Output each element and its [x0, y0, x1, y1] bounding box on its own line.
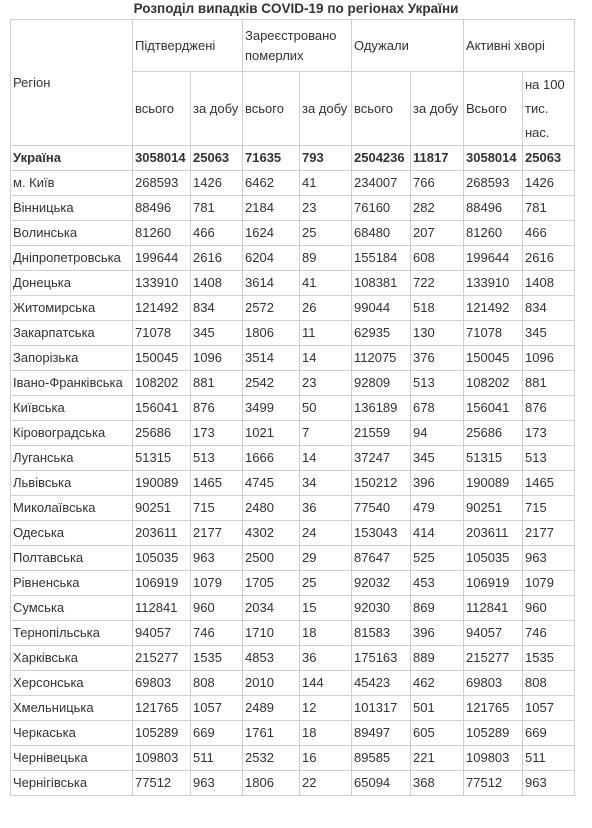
cell-region: Київська [11, 396, 133, 421]
cell-d-total: 2010 [243, 671, 300, 696]
header-region: Регіон [11, 20, 133, 146]
cell-d-day: 793 [300, 146, 352, 171]
cell-r-total: 92030 [352, 596, 411, 621]
cell-d-day: 15 [300, 596, 352, 621]
cell-d-total: 2542 [243, 371, 300, 396]
cell-c-total: 3058014 [133, 146, 191, 171]
cell-c-total: 215277 [133, 646, 191, 671]
cell-d-total: 4745 [243, 471, 300, 496]
cell-r-day: 479 [411, 496, 464, 521]
cell-r-total: 87647 [352, 546, 411, 571]
cell-c-day: 746 [191, 621, 243, 646]
cell-r-day: 513 [411, 371, 464, 396]
cell-d-total: 71635 [243, 146, 300, 171]
table-row [11, 446, 575, 471]
cell-c-day: 781 [191, 196, 243, 221]
table-row [11, 646, 575, 671]
cell-c-total: 112841 [133, 596, 191, 621]
cell-c-total: 150045 [133, 346, 191, 371]
cell-region: Волинська [11, 221, 133, 246]
cell-region: Луганська [11, 446, 133, 471]
table-row [11, 171, 575, 196]
cell-d-day: 34 [300, 471, 352, 496]
cell-d-day: 18 [300, 721, 352, 746]
cell-c-day: 2616 [191, 246, 243, 271]
cell-d-day: 41 [300, 171, 352, 196]
cell-a-total: 121765 [464, 696, 523, 721]
cell-c-day: 1408 [191, 271, 243, 296]
cell-a-total: 108202 [464, 371, 523, 396]
cell-a-100k: 715 [523, 496, 575, 521]
table-row [11, 696, 575, 721]
cell-r-day: 345 [411, 446, 464, 471]
cell-d-day: 14 [300, 346, 352, 371]
cell-a-100k: 1096 [523, 346, 575, 371]
cell-region: Запорізька [11, 346, 133, 371]
cell-c-total: 77512 [133, 771, 191, 796]
cell-c-day: 345 [191, 321, 243, 346]
cell-a-total: 106919 [464, 571, 523, 596]
cell-region: Івано-Франківська [11, 371, 133, 396]
header-recovered: Одужали [352, 20, 464, 72]
cell-c-total: 69803 [133, 671, 191, 696]
cell-region: Закарпатська [11, 321, 133, 346]
cell-d-total: 2572 [243, 296, 300, 321]
table-row [11, 496, 575, 521]
cell-r-total: 101317 [352, 696, 411, 721]
cell-d-day: 11 [300, 321, 352, 346]
cell-d-total: 2480 [243, 496, 300, 521]
cell-r-total: 92032 [352, 571, 411, 596]
cell-c-total: 51315 [133, 446, 191, 471]
cell-d-total: 2184 [243, 196, 300, 221]
cell-c-total: 190089 [133, 471, 191, 496]
cell-c-total: 88496 [133, 196, 191, 221]
cell-c-day: 960 [191, 596, 243, 621]
cell-region: Вінницька [11, 196, 133, 221]
cell-c-total: 81260 [133, 221, 191, 246]
cell-r-total: 37247 [352, 446, 411, 471]
cell-r-day: 396 [411, 621, 464, 646]
cell-r-total: 175163 [352, 646, 411, 671]
cell-r-day: 453 [411, 571, 464, 596]
cell-a-total: 105035 [464, 546, 523, 571]
cell-d-day: 23 [300, 196, 352, 221]
table-row [11, 721, 575, 746]
cell-d-total: 6462 [243, 171, 300, 196]
cell-c-total: 105289 [133, 721, 191, 746]
table-row [11, 296, 575, 321]
cell-region: Тернопільська [11, 621, 133, 646]
cell-region: Черкаська [11, 721, 133, 746]
cell-c-day: 963 [191, 771, 243, 796]
cell-a-100k: 808 [523, 671, 575, 696]
cell-d-day: 25 [300, 221, 352, 246]
cell-region: Чернівецька [11, 746, 133, 771]
table-row [11, 671, 575, 696]
cell-a-100k: 466 [523, 221, 575, 246]
cell-c-day: 876 [191, 396, 243, 421]
header-confirmed: Підтверджені [133, 20, 243, 72]
table-row [11, 521, 575, 546]
cell-d-total: 1806 [243, 771, 300, 796]
cell-d-total: 4302 [243, 521, 300, 546]
cell-a-total: 77512 [464, 771, 523, 796]
cell-r-day: 94 [411, 421, 464, 446]
cell-d-total: 3499 [243, 396, 300, 421]
table-row [11, 596, 575, 621]
cell-c-total: 109803 [133, 746, 191, 771]
cell-c-day: 466 [191, 221, 243, 246]
table-row [11, 221, 575, 246]
table-row [11, 771, 575, 796]
cell-c-day: 1535 [191, 646, 243, 671]
table-row [11, 346, 575, 371]
cell-r-total: 62935 [352, 321, 411, 346]
cell-a-total: 81260 [464, 221, 523, 246]
cell-c-day: 834 [191, 296, 243, 321]
cell-region: м. Київ [11, 171, 133, 196]
table-row [11, 371, 575, 396]
table-row [11, 421, 575, 446]
cell-r-day: 766 [411, 171, 464, 196]
cell-a-total: 190089 [464, 471, 523, 496]
cell-r-total: 89585 [352, 746, 411, 771]
cell-c-day: 1079 [191, 571, 243, 596]
cell-r-total: 45423 [352, 671, 411, 696]
cell-r-day: 462 [411, 671, 464, 696]
cell-a-100k: 881 [523, 371, 575, 396]
cell-a-100k: 1057 [523, 696, 575, 721]
cell-d-day: 36 [300, 646, 352, 671]
cell-r-day: 376 [411, 346, 464, 371]
cell-d-day: 29 [300, 546, 352, 571]
table-row [11, 246, 575, 271]
cell-r-day: 605 [411, 721, 464, 746]
cell-a-total: 3058014 [464, 146, 523, 171]
cell-d-total: 2532 [243, 746, 300, 771]
cell-region: Хмельницька [11, 696, 133, 721]
cell-region: Миколаївська [11, 496, 133, 521]
cell-r-total: 153043 [352, 521, 411, 546]
cell-region: Україна [11, 146, 133, 171]
cell-r-day: 11817 [411, 146, 464, 171]
cell-r-total: 136189 [352, 396, 411, 421]
cell-a-100k: 173 [523, 421, 575, 446]
table-row [11, 321, 575, 346]
cell-r-day: 722 [411, 271, 464, 296]
cell-r-total: 68480 [352, 221, 411, 246]
cell-a-100k: 25063 [523, 146, 575, 171]
cell-c-day: 669 [191, 721, 243, 746]
cell-region: Херсонська [11, 671, 133, 696]
cell-a-100k: 1465 [523, 471, 575, 496]
cell-r-total: 2504236 [352, 146, 411, 171]
cell-r-day: 518 [411, 296, 464, 321]
cell-a-100k: 345 [523, 321, 575, 346]
cell-a-100k: 1079 [523, 571, 575, 596]
cell-c-day: 1057 [191, 696, 243, 721]
cell-a-100k: 746 [523, 621, 575, 646]
cell-r-day: 221 [411, 746, 464, 771]
cell-c-day: 173 [191, 421, 243, 446]
header-deaths-day: за добу [300, 72, 352, 146]
cell-c-day: 963 [191, 546, 243, 571]
cell-d-day: 23 [300, 371, 352, 396]
cell-region: Кіровоградська [11, 421, 133, 446]
cell-a-100k: 781 [523, 196, 575, 221]
cell-region: Одеська [11, 521, 133, 546]
cell-r-day: 678 [411, 396, 464, 421]
cell-d-day: 26 [300, 296, 352, 321]
cell-a-100k: 2177 [523, 521, 575, 546]
cell-r-day: 414 [411, 521, 464, 546]
cell-d-total: 2500 [243, 546, 300, 571]
cell-r-total: 99044 [352, 296, 411, 321]
cell-c-day: 1426 [191, 171, 243, 196]
cell-r-day: 368 [411, 771, 464, 796]
table-row [11, 396, 575, 421]
table-row [11, 196, 575, 221]
cell-d-total: 2034 [243, 596, 300, 621]
cell-a-100k: 513 [523, 446, 575, 471]
header-active-per100k: на 100 тис. нас. [523, 72, 575, 146]
cell-a-total: 105289 [464, 721, 523, 746]
cell-a-total: 88496 [464, 196, 523, 221]
cell-a-100k: 876 [523, 396, 575, 421]
cell-a-total: 199644 [464, 246, 523, 271]
cell-c-day: 881 [191, 371, 243, 396]
cell-a-100k: 1535 [523, 646, 575, 671]
cell-d-day: 12 [300, 696, 352, 721]
cell-c-total: 108202 [133, 371, 191, 396]
cell-d-day: 16 [300, 746, 352, 771]
cell-a-100k: 2616 [523, 246, 575, 271]
header-deaths: Зареєстровано померлих [243, 20, 352, 72]
cell-d-total: 1710 [243, 621, 300, 646]
cell-a-total: 69803 [464, 671, 523, 696]
cell-c-day: 1096 [191, 346, 243, 371]
cell-r-total: 89497 [352, 721, 411, 746]
cell-d-day: 22 [300, 771, 352, 796]
cell-r-total: 112075 [352, 346, 411, 371]
cell-region: Полтавська [11, 546, 133, 571]
cell-r-day: 207 [411, 221, 464, 246]
header-active-total: Всього [464, 72, 523, 146]
cell-d-total: 1666 [243, 446, 300, 471]
cell-c-day: 808 [191, 671, 243, 696]
cell-d-day: 24 [300, 521, 352, 546]
cell-c-total: 199644 [133, 246, 191, 271]
cell-a-100k: 960 [523, 596, 575, 621]
cell-a-100k: 511 [523, 746, 575, 771]
header-deaths-total: всього [243, 72, 300, 146]
cell-region: Чернігівська [11, 771, 133, 796]
cell-r-day: 282 [411, 196, 464, 221]
cell-c-day: 511 [191, 746, 243, 771]
cell-d-total: 1705 [243, 571, 300, 596]
cell-c-total: 121492 [133, 296, 191, 321]
cell-region: Сумська [11, 596, 133, 621]
header-confirmed-day: за добу [191, 72, 243, 146]
cell-a-total: 203611 [464, 521, 523, 546]
cell-a-total: 112841 [464, 596, 523, 621]
cell-a-total: 25686 [464, 421, 523, 446]
cell-c-total: 203611 [133, 521, 191, 546]
cell-c-day: 2177 [191, 521, 243, 546]
cell-region: Харківська [11, 646, 133, 671]
cell-a-100k: 1426 [523, 171, 575, 196]
cell-a-100k: 963 [523, 771, 575, 796]
cell-d-total: 1761 [243, 721, 300, 746]
cell-a-100k: 669 [523, 721, 575, 746]
cell-r-total: 77540 [352, 496, 411, 521]
cell-a-total: 150045 [464, 346, 523, 371]
cell-region: Донецька [11, 271, 133, 296]
cell-d-total: 3514 [243, 346, 300, 371]
cell-d-total: 1806 [243, 321, 300, 346]
table-row [11, 746, 575, 771]
cell-a-total: 51315 [464, 446, 523, 471]
cell-r-total: 81583 [352, 621, 411, 646]
cell-a-total: 90251 [464, 496, 523, 521]
cell-r-day: 869 [411, 596, 464, 621]
header-recovered-total: всього [352, 72, 411, 146]
cell-d-day: 25 [300, 571, 352, 596]
cell-c-total: 71078 [133, 321, 191, 346]
cell-a-total: 215277 [464, 646, 523, 671]
header-active: Активні хворі [464, 20, 575, 72]
cell-a-total: 121492 [464, 296, 523, 321]
cell-r-day: 501 [411, 696, 464, 721]
cell-r-total: 234007 [352, 171, 411, 196]
cell-d-day: 89 [300, 246, 352, 271]
cell-c-day: 715 [191, 496, 243, 521]
cell-c-total: 25686 [133, 421, 191, 446]
table-row [11, 621, 575, 646]
cell-c-total: 133910 [133, 271, 191, 296]
cell-a-total: 94057 [464, 621, 523, 646]
cell-region: Львівська [11, 471, 133, 496]
cell-d-total: 1021 [243, 421, 300, 446]
cell-region: Дніпропетровська [11, 246, 133, 271]
cell-r-total: 150212 [352, 471, 411, 496]
cell-r-day: 889 [411, 646, 464, 671]
cell-a-total: 268593 [464, 171, 523, 196]
cell-c-total: 121765 [133, 696, 191, 721]
header-recovered-day: за добу [411, 72, 464, 146]
cell-c-total: 105035 [133, 546, 191, 571]
cell-d-total: 3614 [243, 271, 300, 296]
cell-c-day: 513 [191, 446, 243, 471]
cell-c-total: 268593 [133, 171, 191, 196]
cell-r-day: 396 [411, 471, 464, 496]
cell-r-total: 76160 [352, 196, 411, 221]
table-row [11, 471, 575, 496]
cell-d-total: 1624 [243, 221, 300, 246]
cell-c-total: 90251 [133, 496, 191, 521]
cell-r-day: 525 [411, 546, 464, 571]
table-row [11, 571, 575, 596]
cell-d-day: 14 [300, 446, 352, 471]
covid-regions-table [10, 19, 575, 796]
cell-a-100k: 963 [523, 546, 575, 571]
table-row [11, 546, 575, 571]
table-title: Розподіл випадків COVID-19 по регіонах України [133, 1, 459, 16]
header-row-groups [11, 20, 575, 72]
cell-a-100k: 834 [523, 296, 575, 321]
header-confirmed-total: всього [133, 72, 191, 146]
cell-r-day: 608 [411, 246, 464, 271]
cell-a-total: 109803 [464, 746, 523, 771]
cell-r-total: 21559 [352, 421, 411, 446]
cell-c-day: 1465 [191, 471, 243, 496]
table-row [11, 146, 575, 171]
cell-region: Рівненська [11, 571, 133, 596]
cell-d-total: 6204 [243, 246, 300, 271]
cell-a-100k: 1408 [523, 271, 575, 296]
cell-a-total: 71078 [464, 321, 523, 346]
cell-c-total: 106919 [133, 571, 191, 596]
cell-a-total: 156041 [464, 396, 523, 421]
cell-r-day: 130 [411, 321, 464, 346]
cell-d-day: 144 [300, 671, 352, 696]
cell-d-total: 2489 [243, 696, 300, 721]
cell-c-total: 94057 [133, 621, 191, 646]
cell-c-day: 25063 [191, 146, 243, 171]
cell-d-day: 7 [300, 421, 352, 446]
cell-d-total: 4853 [243, 646, 300, 671]
cell-d-day: 36 [300, 496, 352, 521]
cell-a-total: 133910 [464, 271, 523, 296]
table-row [11, 271, 575, 296]
cell-d-day: 18 [300, 621, 352, 646]
cell-r-total: 108381 [352, 271, 411, 296]
cell-r-total: 92809 [352, 371, 411, 396]
cell-d-day: 41 [300, 271, 352, 296]
cell-d-day: 50 [300, 396, 352, 421]
cell-region: Житомирська [11, 296, 133, 321]
cell-c-total: 156041 [133, 396, 191, 421]
cell-r-total: 155184 [352, 246, 411, 271]
cell-r-total: 65094 [352, 771, 411, 796]
